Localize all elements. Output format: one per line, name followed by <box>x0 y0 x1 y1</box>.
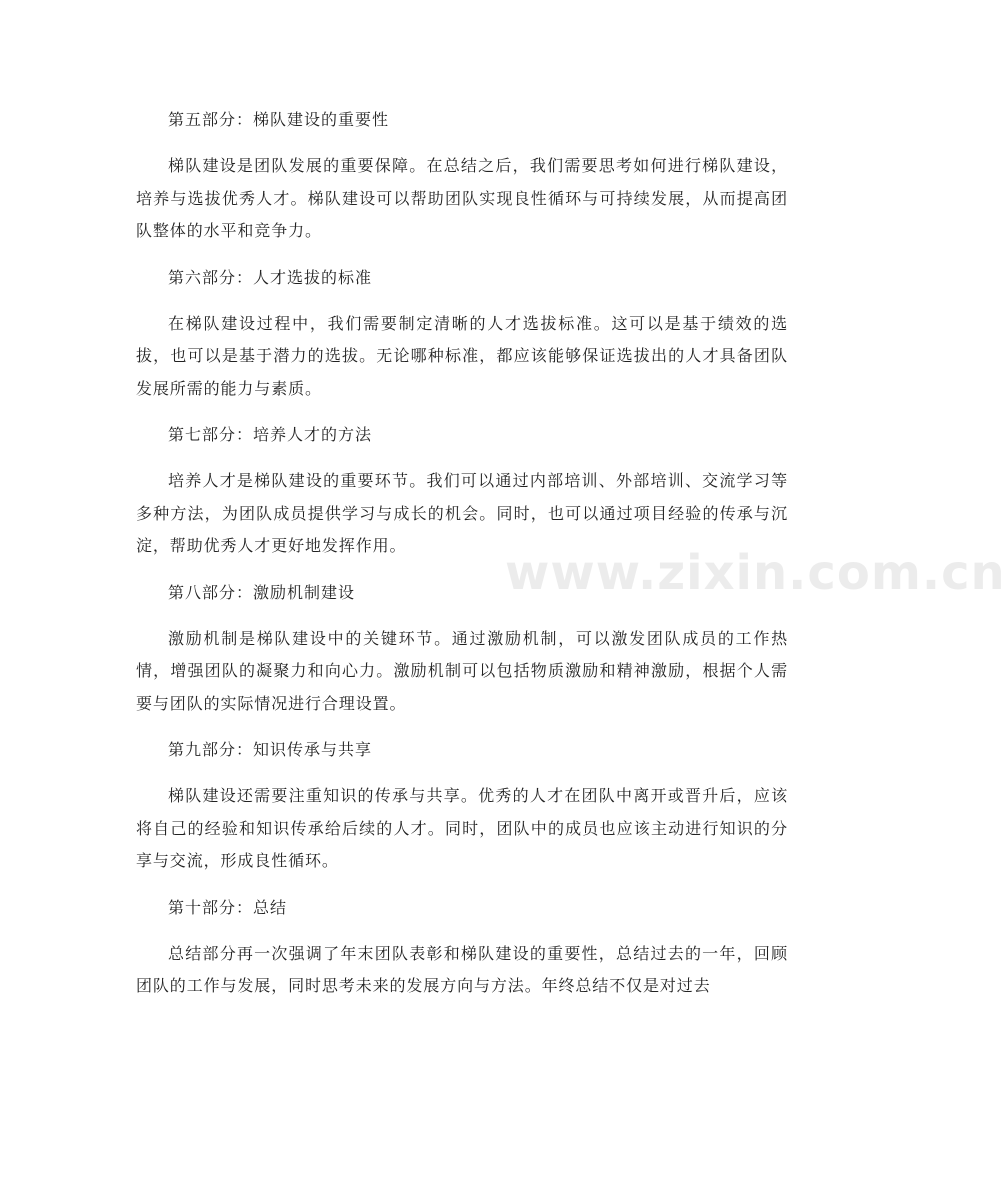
section-heading: 第七部分：培养人才的方法 <box>168 425 373 444</box>
document-body <box>136 104 788 1017</box>
watermark-text: www.zixin.com.cn <box>505 545 1006 601</box>
section-paragraph: 培养人才是梯队建设的重要环节。我们可以通过内部培训、外部培训、交流学习等多种方法，为团队成员提供学习与成长的机会。同时，也可以通过项目经验的传承与沉淀，帮助优秀人才更好地发挥作用。 <box>136 471 788 555</box>
section-paragraph: 梯队建设是团队发展的重要保障。在总结之后，我们需要思考如何进行梯队建设，培养与选拔优秀人才。梯队建设可以帮助团队实现良性循环与可持续发展，从而提高团队整体的水平和竞争力。 <box>136 156 788 240</box>
section-paragraph: 梯队建设还需要注重知识的传承与共享。优秀的人才在团队中离开或晋升后，应该将自己的经验和知识传承给后续的人才。同时，团队中的成员也应该主动进行知识的分享与交流，形成良性循环。 <box>136 786 788 870</box>
section-heading: 第五部分：梯队建设的重要性 <box>168 110 390 129</box>
section-heading: 第十部分：总结 <box>168 897 288 917</box>
section-heading: 第六部分：人才选拔的标准 <box>168 267 373 287</box>
section-paragraph: 总结部分再一次强调了年末团队表彰和梯队建设的重要性，总结过去的一年，回顾团队的工作与发展，同时思考未来的发展方向与方法。年终总结不仅是对过去 <box>136 943 788 995</box>
section-heading: 第八部分：激励机制建设 <box>168 582 356 602</box>
section-paragraph: 在梯队建设过程中，我们需要制定清晰的人才选拔标准。这可以是基于绩效的选拔，也可以是基于潜力的选拔。无论哪种标准，都应该能够保证选拔出的人才具备团队发展所需的能力与素质。 <box>136 313 788 398</box>
section-paragraph: 激励机制是梯队建设中的关键环节。通过激励机制，可以激发团队成员的工作热情，增强团队的凝聚力和向心力。激励机制可以包括物质激励和精神激励，根据个人需要与团队的实际情况进行合理设置。 <box>136 628 788 713</box>
section-heading: 第九部分：知识传承与共享 <box>168 740 373 759</box>
